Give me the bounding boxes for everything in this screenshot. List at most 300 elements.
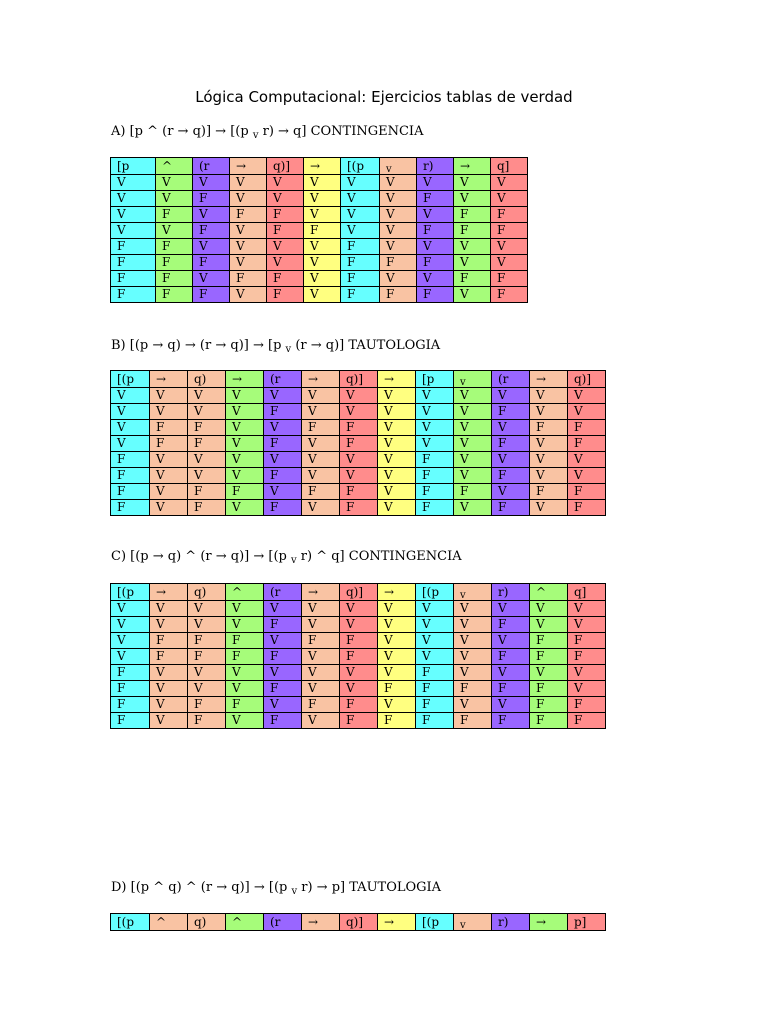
table-cell: V — [491, 255, 528, 271]
table-cell: V — [193, 207, 230, 223]
table-cell: V — [302, 617, 340, 633]
table-cell: F — [111, 452, 150, 468]
table-row — [111, 223, 528, 239]
table-cell: F — [492, 404, 530, 420]
table-cell: V — [530, 601, 568, 617]
table-cell: F — [267, 207, 304, 223]
table-cell: V — [150, 681, 188, 697]
table-cell: V — [454, 255, 491, 271]
table-cell: V — [188, 681, 226, 697]
table-cell: V — [150, 484, 188, 500]
table-cell: F — [111, 713, 150, 729]
table-cell: V — [416, 388, 454, 404]
table-cell: F — [302, 484, 340, 500]
table-cell: F — [492, 500, 530, 516]
table-cell: V — [264, 452, 302, 468]
header-cell: q)] — [267, 158, 304, 175]
table-cell: V — [416, 420, 454, 436]
table-cell: V — [454, 287, 491, 303]
table-cell: V — [304, 207, 341, 223]
table-cell: F — [156, 207, 193, 223]
heading-sub: v — [252, 130, 259, 141]
table-cell: V — [341, 207, 380, 223]
table-cell: V — [226, 617, 264, 633]
table-header-row — [111, 371, 606, 388]
header-cell: q) — [188, 371, 226, 388]
table-cell: V — [230, 255, 267, 271]
table-cell: V — [416, 617, 454, 633]
table-cell: V — [454, 239, 491, 255]
table-cell: V — [302, 500, 340, 516]
header-cell: r) — [417, 158, 454, 175]
table-cell: F — [417, 191, 454, 207]
table-cell: F — [530, 697, 568, 713]
table-row — [111, 388, 606, 404]
table-cell: V — [111, 649, 150, 665]
table-cell: V — [491, 191, 528, 207]
table-cell: V — [492, 665, 530, 681]
table-cell: V — [150, 388, 188, 404]
table-cell: V — [341, 191, 380, 207]
table-cell: F — [416, 484, 454, 500]
table-cell: V — [340, 665, 378, 681]
table-cell: F — [492, 649, 530, 665]
table-cell: V — [568, 404, 606, 420]
heading-sub: v — [291, 555, 297, 566]
table-cell: V — [264, 601, 302, 617]
table-cell: V — [150, 713, 188, 729]
header-cell: r) — [492, 914, 530, 931]
table-cell: V — [340, 404, 378, 420]
table-cell: V — [454, 500, 492, 516]
table-cell: V — [226, 468, 264, 484]
table-cell: F — [341, 287, 380, 303]
header-cell: (r — [264, 371, 302, 388]
header-cell: (r — [193, 158, 230, 175]
header-cell: [p — [111, 158, 156, 175]
table-cell: V — [111, 223, 156, 239]
table-cell: V — [378, 649, 416, 665]
table-cell: V — [454, 191, 491, 207]
table-cell: F — [454, 223, 491, 239]
table-cell: F — [156, 255, 193, 271]
table-cell: V — [530, 404, 568, 420]
header-cell: [(p — [111, 584, 150, 601]
header-cell: → — [302, 914, 340, 931]
table-row — [111, 271, 528, 287]
heading-sub: v — [285, 344, 292, 355]
table-row — [111, 633, 606, 649]
header-cell: ^ — [226, 584, 264, 601]
table-cell: V — [193, 239, 230, 255]
table-cell: V — [378, 420, 416, 436]
header-cell: → — [150, 371, 188, 388]
table-cell: V — [530, 500, 568, 516]
table-cell: V — [150, 697, 188, 713]
table-cell: F — [230, 207, 267, 223]
table-cell: F — [188, 649, 226, 665]
table-cell: F — [416, 665, 454, 681]
table-cell: V — [530, 617, 568, 633]
table-cell: F — [264, 681, 302, 697]
table-cell: V — [302, 713, 340, 729]
table-row — [111, 239, 528, 255]
table-cell: V — [568, 681, 606, 697]
table-header-row — [111, 158, 528, 175]
header-cell: [(p — [416, 584, 454, 601]
table-cell: V — [378, 484, 416, 500]
page-title: Lógica Computacional: Ejercicios tablas de verdad — [195, 88, 573, 106]
header-cell: q] — [491, 158, 528, 175]
table-cell: V — [380, 191, 417, 207]
table-cell: F — [230, 271, 267, 287]
table-cell: V — [111, 388, 150, 404]
table-cell: V — [264, 484, 302, 500]
table-cell: F — [416, 468, 454, 484]
table-cell: V — [150, 665, 188, 681]
table-cell: F — [416, 697, 454, 713]
table-cell: V — [416, 404, 454, 420]
header-cell: q)] — [340, 371, 378, 388]
header-cell: → — [378, 914, 416, 931]
table-cell: F — [568, 484, 606, 500]
table-cell: V — [302, 649, 340, 665]
table-cell: V — [150, 500, 188, 516]
table-cell: F — [416, 681, 454, 697]
table-cell: V — [380, 271, 417, 287]
table-cell: F — [264, 713, 302, 729]
table-row — [111, 420, 606, 436]
header-cell: → — [304, 158, 341, 175]
table-cell: V — [454, 649, 492, 665]
table-cell: F — [226, 697, 264, 713]
table-row — [111, 601, 606, 617]
table-cell: V — [492, 633, 530, 649]
table-row — [111, 681, 606, 697]
table-cell: V — [380, 239, 417, 255]
table-cell: V — [156, 223, 193, 239]
table-cell: V — [230, 239, 267, 255]
table-cell: V — [492, 420, 530, 436]
header-cell: [p — [416, 371, 454, 388]
table-cell: V — [111, 175, 156, 191]
table-cell: F — [111, 468, 150, 484]
table-cell: F — [380, 255, 417, 271]
table-cell: V — [341, 175, 380, 191]
table-cell: V — [150, 404, 188, 420]
heading-text: C) [(p → q) ^ (r → q)] → [(p — [111, 549, 291, 564]
table-cell: F — [530, 420, 568, 436]
table-cell: V — [492, 452, 530, 468]
table-cell: F — [492, 468, 530, 484]
table-cell: F — [454, 681, 492, 697]
header-cell: v — [454, 914, 492, 931]
table-cell: V — [111, 601, 150, 617]
table-cell: V — [304, 191, 341, 207]
header-cell: q)] — [340, 584, 378, 601]
header-cell: v — [454, 584, 492, 601]
table-row — [111, 665, 606, 681]
heading-text: r) → q] CONTINGENCIA — [258, 124, 424, 139]
table-cell: V — [302, 665, 340, 681]
table-cell: V — [150, 452, 188, 468]
table-cell: F — [267, 287, 304, 303]
table-cell: V — [417, 175, 454, 191]
heading-text: r) → p] TAUTOLOGIA — [297, 880, 442, 895]
table-cell: F — [568, 649, 606, 665]
table-cell: V — [156, 191, 193, 207]
header-cell: ^ — [156, 158, 193, 175]
table-row — [111, 191, 528, 207]
table-cell: V — [302, 388, 340, 404]
table-row — [111, 484, 606, 500]
header-cell: q) — [188, 914, 226, 931]
table-cell: F — [454, 207, 491, 223]
table-row — [111, 713, 606, 729]
header-cell: (r — [492, 371, 530, 388]
heading-text: r) ^ q] CONTINGENCIA — [296, 549, 462, 564]
table-cell: V — [188, 468, 226, 484]
table-cell: V — [380, 207, 417, 223]
table-cell: V — [264, 665, 302, 681]
table-cell: F — [340, 436, 378, 452]
table-cell: V — [416, 601, 454, 617]
header-cell: → — [226, 371, 264, 388]
table-cell: F — [111, 500, 150, 516]
table-cell: V — [454, 697, 492, 713]
table-cell: F — [340, 649, 378, 665]
table-cell: V — [150, 617, 188, 633]
header-cell: p] — [568, 914, 606, 931]
exercise-a-heading — [111, 124, 423, 139]
table-cell: F — [340, 500, 378, 516]
table-cell: V — [150, 468, 188, 484]
table-cell: V — [568, 665, 606, 681]
table-cell: V — [226, 436, 264, 452]
table-row — [111, 468, 606, 484]
table-cell: V — [264, 420, 302, 436]
table-cell: F — [491, 223, 528, 239]
header-cell: → — [378, 584, 416, 601]
table-row — [111, 287, 528, 303]
table-cell: F — [188, 633, 226, 649]
header-cell: (r — [264, 914, 302, 931]
table-cell: F — [156, 239, 193, 255]
table-cell: F — [111, 271, 156, 287]
table-cell: F — [378, 713, 416, 729]
table-cell: F — [111, 484, 150, 500]
table-cell: F — [150, 633, 188, 649]
table-cell: V — [111, 191, 156, 207]
table-cell: V — [226, 713, 264, 729]
table-cell: V — [230, 191, 267, 207]
table-cell: V — [188, 404, 226, 420]
table-cell: V — [492, 388, 530, 404]
heading-text: A) [p ^ (r → q)] → [(p — [111, 124, 253, 139]
table-cell: F — [304, 223, 341, 239]
table-cell: F — [111, 681, 150, 697]
table-cell: V — [378, 617, 416, 633]
table-cell: V — [530, 452, 568, 468]
table-cell: V — [530, 388, 568, 404]
table-cell: V — [416, 649, 454, 665]
table-cell: V — [380, 223, 417, 239]
table-cell: V — [454, 436, 492, 452]
table-cell: F — [150, 649, 188, 665]
table-cell: V — [340, 601, 378, 617]
table-cell: V — [230, 223, 267, 239]
table-cell: V — [454, 420, 492, 436]
table-cell: F — [302, 420, 340, 436]
header-cell: → — [302, 584, 340, 601]
table-cell: F — [530, 713, 568, 729]
exercise-c-heading — [111, 549, 462, 564]
table-cell: V — [188, 665, 226, 681]
table-cell: V — [340, 468, 378, 484]
table-cell: F — [492, 617, 530, 633]
table-cell: V — [341, 223, 380, 239]
table-cell: V — [302, 404, 340, 420]
table-cell: V — [302, 452, 340, 468]
table-cell: F — [568, 633, 606, 649]
table-cell: V — [264, 633, 302, 649]
table-cell: F — [417, 255, 454, 271]
table-cell: V — [454, 617, 492, 633]
table-cell: F — [568, 420, 606, 436]
table-cell: V — [380, 175, 417, 191]
table-cell: V — [304, 239, 341, 255]
table-cell: V — [454, 601, 492, 617]
table-cell: F — [417, 223, 454, 239]
table-cell: V — [416, 436, 454, 452]
table-cell: F — [341, 271, 380, 287]
header-cell: [(p — [111, 371, 150, 388]
table-cell: V — [302, 436, 340, 452]
table-cell: V — [267, 239, 304, 255]
table-cell: F — [264, 436, 302, 452]
table-cell: V — [111, 207, 156, 223]
table-row — [111, 436, 606, 452]
header-cell: [(p — [111, 914, 150, 931]
table-cell: V — [568, 388, 606, 404]
table-cell: V — [267, 255, 304, 271]
table-row — [111, 175, 528, 191]
table-cell: V — [378, 601, 416, 617]
table-cell: F — [302, 633, 340, 649]
table-cell: V — [378, 436, 416, 452]
table-cell: F — [267, 271, 304, 287]
table-cell: V — [417, 239, 454, 255]
table-cell: V — [416, 633, 454, 649]
table-cell: V — [568, 468, 606, 484]
table-cell: F — [491, 207, 528, 223]
header-cell: q)] — [340, 914, 378, 931]
table-cell: V — [267, 175, 304, 191]
header-cell: [(p — [416, 914, 454, 931]
truth-table-d — [110, 913, 606, 931]
header-cell: → — [530, 371, 568, 388]
table-cell: V — [304, 287, 341, 303]
header-cell: → — [378, 371, 416, 388]
table-cell: F — [341, 255, 380, 271]
table-cell: V — [193, 271, 230, 287]
table-row — [111, 207, 528, 223]
table-cell: V — [417, 207, 454, 223]
table-cell: F — [454, 713, 492, 729]
header-cell: v — [454, 371, 492, 388]
table-cell: V — [378, 452, 416, 468]
table-cell: F — [492, 436, 530, 452]
table-cell: F — [264, 617, 302, 633]
table-cell: F — [530, 649, 568, 665]
table-cell: V — [226, 601, 264, 617]
header-cell: ^ — [530, 584, 568, 601]
table-cell: V — [454, 175, 491, 191]
table-header-row — [111, 914, 606, 931]
table-cell: F — [340, 484, 378, 500]
table-cell: F — [340, 420, 378, 436]
table-cell: F — [264, 649, 302, 665]
table-cell: V — [188, 601, 226, 617]
table-cell: V — [378, 697, 416, 713]
table-cell: V — [378, 665, 416, 681]
table-cell: V — [492, 697, 530, 713]
header-cell: → — [302, 371, 340, 388]
table-row — [111, 697, 606, 713]
table-cell: V — [188, 388, 226, 404]
table-cell: V — [568, 452, 606, 468]
table-cell: V — [302, 468, 340, 484]
table-cell: V — [454, 633, 492, 649]
table-cell: F — [188, 420, 226, 436]
table-header-row — [111, 584, 606, 601]
table-cell: V — [226, 420, 264, 436]
table-cell: V — [111, 436, 150, 452]
header-cell: → — [454, 158, 491, 175]
table-cell: F — [193, 287, 230, 303]
table-cell: F — [492, 681, 530, 697]
header-cell: → — [530, 914, 568, 931]
table-cell: V — [230, 287, 267, 303]
table-cell: V — [340, 452, 378, 468]
table-cell: F — [340, 713, 378, 729]
table-cell: V — [226, 452, 264, 468]
heading-sub: v — [291, 886, 298, 897]
table-cell: V — [111, 633, 150, 649]
header-cell: ^ — [226, 914, 264, 931]
table-cell: F — [111, 665, 150, 681]
table-cell: F — [340, 633, 378, 649]
table-cell: F — [380, 287, 417, 303]
table-cell: V — [454, 404, 492, 420]
table-cell: F — [416, 500, 454, 516]
table-cell: V — [230, 175, 267, 191]
table-cell: F — [491, 287, 528, 303]
truth-table-b — [110, 370, 606, 516]
heading-text: B) [(p → q) → (r → q)] → [p — [111, 338, 286, 353]
table-cell: V — [188, 617, 226, 633]
table-cell: F — [568, 713, 606, 729]
table-cell: V — [340, 617, 378, 633]
table-cell: V — [454, 388, 492, 404]
table-cell: V — [492, 601, 530, 617]
header-cell: (r — [264, 584, 302, 601]
table-cell: F — [188, 697, 226, 713]
table-cell: V — [340, 388, 378, 404]
table-row — [111, 452, 606, 468]
table-cell: F — [568, 436, 606, 452]
table-cell: V — [111, 617, 150, 633]
